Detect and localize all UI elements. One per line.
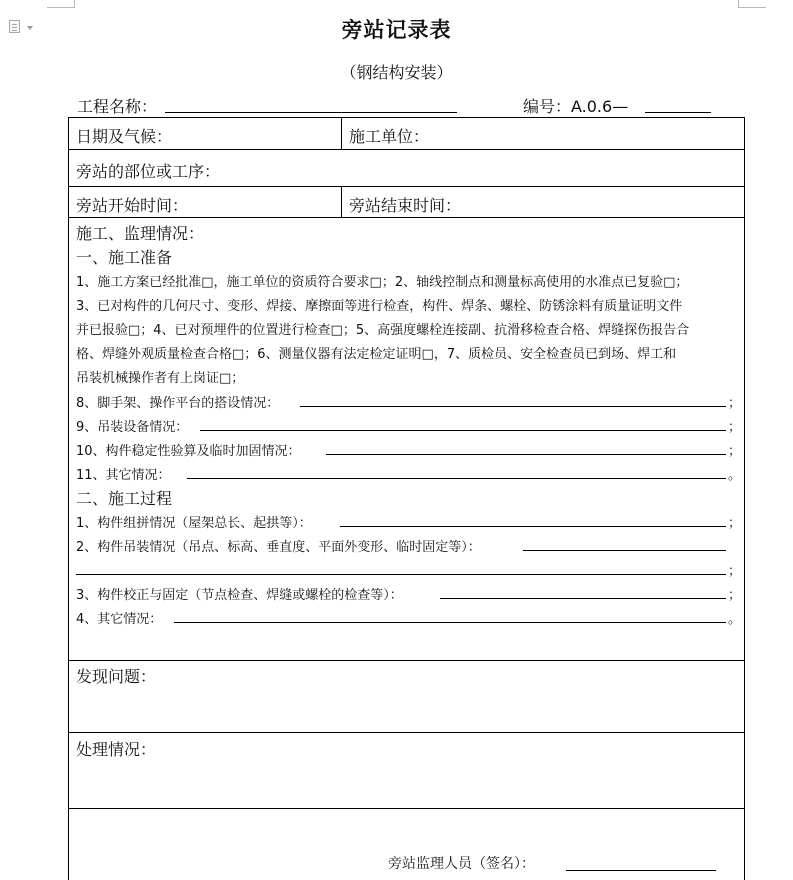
project-name-blank xyxy=(165,112,457,113)
page-title: 旁站记录表 xyxy=(341,18,452,42)
table-rule xyxy=(68,149,745,150)
situation-label: 施工、监理情况： xyxy=(76,224,205,243)
process-other-label: 4、其它情况： xyxy=(76,612,163,627)
item-lifting-equipment-label: 9、吊装设备情况： xyxy=(76,420,189,435)
construction-unit-label: 施工单位： xyxy=(349,127,430,146)
item-scaffold-blank xyxy=(300,406,726,407)
date-weather-label: 日期及气候： xyxy=(76,127,173,146)
handling-label: 处理情况： xyxy=(76,740,157,759)
prep-line: 格、焊缝外观质量检查合格□；6、测量仪器有法定检定证明□，7、质检员、安全检查员已到场、焊工和 xyxy=(76,347,677,362)
table-rule xyxy=(68,217,745,218)
process-assembly-label: 1、构件组拼情况（屋架总长、起拱等）： xyxy=(76,516,312,531)
part-or-process-label: 旁站的部位或工序： xyxy=(76,162,221,181)
item-other-label: 11、其它情况： xyxy=(76,468,171,483)
punctuation: ； xyxy=(728,516,742,531)
problems-found-label: 发现问题： xyxy=(76,667,157,686)
punctuation: ； xyxy=(728,420,742,435)
table-rule xyxy=(68,186,745,187)
punctuation: ； xyxy=(728,444,742,459)
item-lifting-equipment-blank xyxy=(200,430,726,431)
punctuation: 。 xyxy=(728,468,742,483)
process-hoisting-label: 2、构件吊装情况（吊点、标高、垂直度、平面外变形、临时固定等）： xyxy=(76,540,481,555)
section-preparation-title: 一、施工准备 xyxy=(76,248,173,267)
punctuation: 。 xyxy=(728,612,742,627)
prep-line: 3、已对构件的几何尺寸、变形、焊接、摩擦面等进行检查，构件、焊条、螺栓、防锈涂料有质量证明文件 xyxy=(76,299,683,314)
number-blank xyxy=(645,112,711,113)
table-border-top xyxy=(68,117,745,118)
item-scaffold-label: 8、脚手架、操作平台的搭设情况： xyxy=(76,396,280,411)
supervisor-signature-blank xyxy=(566,870,716,871)
process-correction-label: 3、构件校正与固定（节点检查、焊缝或螺栓的检查等）： xyxy=(76,588,403,603)
punctuation: ； xyxy=(728,396,742,411)
end-time-label: 旁站结束时间： xyxy=(349,196,462,215)
prep-line: 1、施工方案已经批准□，施工单位的资质符合要求□；2、轴线控制点和测量标高使用的水准点已复验□； xyxy=(76,275,689,290)
item-stability-label: 10、构件稳定性验算及临时加固情况： xyxy=(76,444,301,459)
table-rule xyxy=(68,808,745,809)
table-column-divider xyxy=(341,117,342,149)
table-column-divider xyxy=(341,186,342,217)
table-rule xyxy=(68,660,745,661)
header-fields xyxy=(77,92,717,116)
page-subtitle: （钢结构安装） xyxy=(340,63,453,82)
number-label: 编号：A.0.6— xyxy=(523,97,629,116)
table-rule xyxy=(68,732,745,733)
section-process-title: 二、施工过程 xyxy=(76,489,173,508)
start-time-label: 旁站开始时间： xyxy=(76,196,189,215)
prep-line: 吊装机械操作者有上岗证□； xyxy=(76,371,245,386)
item-other-blank xyxy=(187,478,726,479)
process-hoisting-blank-continued xyxy=(76,574,726,575)
punctuation: ； xyxy=(728,564,742,579)
page-corner-mark-left xyxy=(47,0,75,8)
punctuation: ； xyxy=(728,588,742,603)
table-border-right xyxy=(744,117,745,880)
project-name-label: 工程名称： xyxy=(77,97,158,116)
table-border-left xyxy=(68,117,69,880)
process-correction-blank xyxy=(440,598,726,599)
supervisor-signature-label: 旁站监理人员（签名）： xyxy=(388,856,535,872)
page-corner-mark-right xyxy=(738,0,766,8)
process-other-blank xyxy=(174,622,726,623)
item-stability-blank xyxy=(326,454,726,455)
process-hoisting-blank xyxy=(523,550,726,551)
process-assembly-blank xyxy=(340,526,726,527)
prep-line: 并已报验□；4、已对预埋件的位置进行检查□；5、高强度螺栓连接副、抗滑移检查合格、焊缝探伤报告合 xyxy=(76,323,690,338)
